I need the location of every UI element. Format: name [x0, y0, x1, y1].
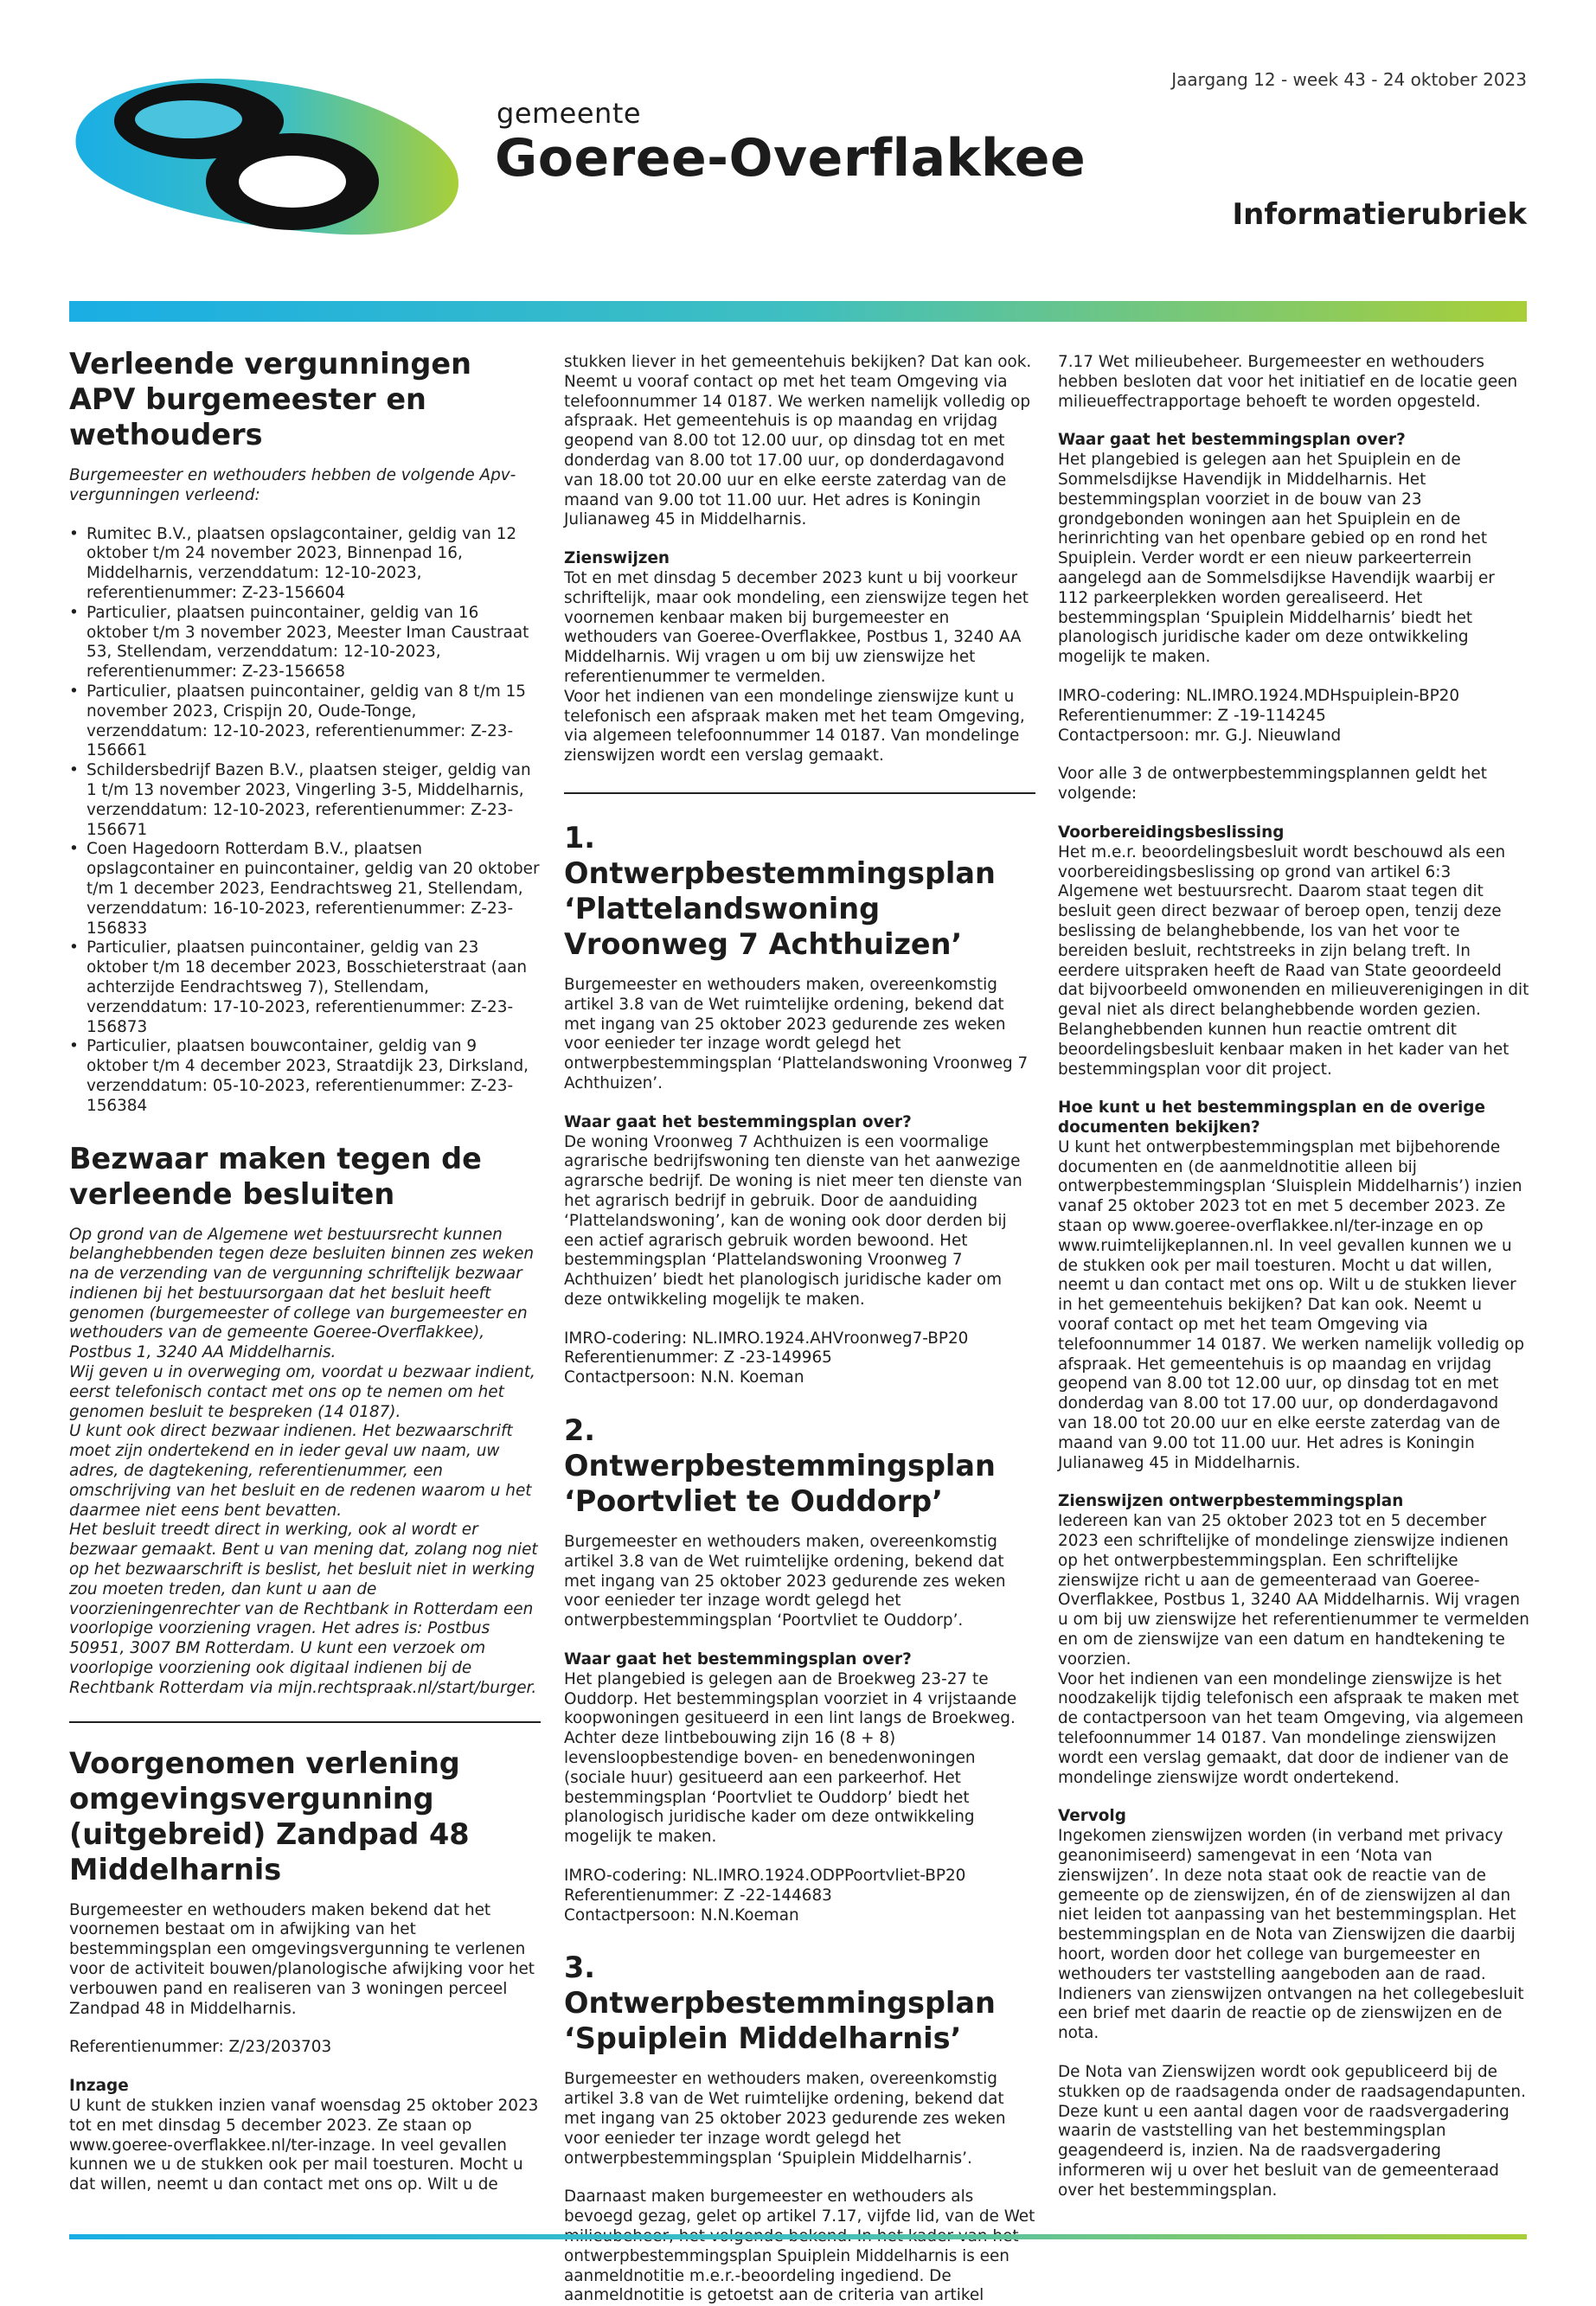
spuiplein-contact: Contactpersoon: mr. G.J. Nieuwland — [1058, 726, 1342, 745]
zienswijzen-p2: Voor het indienen van een mondelinge zienswijze is het noodzakelijk tijdig telefonisch een afspraak te maken met de contactpersoon van het team Omgeving, via algemeen telefoonnummer 14 0187. Van mondelinge zienswijzen wordt een verslag gemaakt, dat door de indiener van de mondelinge zienswijze wordt ondertekend. — [1058, 1669, 1524, 1787]
bezwaar-p4: Het besluit treedt direct in werking, ook al wordt er bezwaar gemaakt. Bent u van mening dat, zolang nog niet op het bezwaarschrift is beslist, het besluit niet in werking zou moeten treden, dan kunt u aan de voorzieningenrechter van de Rechtbank in Rotterdam een voorlopige voorziening vragen. Het adres is: Postbus 50951, 3007 BM Rotterdam. U kunt een verzoek om voorlopige voorziening ook digitaal indienen bij de Rechtbank Rotterdam via mijn.rechtspraak.nl/start/burger. — [69, 1521, 538, 1697]
bezwaar-title: Bezwaar maken tegen de verleende besluiten — [69, 1141, 482, 1211]
vroonweg-q-heading: Waar gaat het bestemmingsplan over? — [564, 1112, 912, 1131]
brand-title: Goeree-Overflakkee — [495, 128, 1086, 189]
footer-color-band — [69, 2234, 1527, 2239]
vroonweg-p1: Burgemeester en wethouders maken, overeenkomstig artikel 3.8 van de Wet ruimtelijke ordening, bekend dat met ingang van 25 oktober 2023 gedurende zes weken voor eenieder ter inzage wordt gelegd het ontwerpbestemmingsplan ‘Plattelandswoning Vroonweg 7 Achthuizen’. — [564, 975, 1029, 1092]
vroonweg-ref: Referentienummer: Z -23-149965 — [564, 1348, 832, 1368]
poortvliet-q-text: Het plangebied is gelegen aan de Broekweg 23-27 te Ouddorp. Het bestemmingsplan voorziet in 4 vrijstaande koopwoningen gesitueerd in een lint langs de Broekweg. Achter deze lintbebouwing zijn 16 (8 + 8) levensloopbestendige boven- en benedenwoningen (sociale huur) gesitueerd aan een parkeerhof. Het bestemmingsplan ‘Poortvliet te Ouddorp’ biedt het planologisch juridische kader om deze ontwikkeling mogelijk te maken. — [564, 1669, 1017, 1847]
zandpad-zienswijzen-heading: Zienswijzen — [564, 549, 670, 568]
list-item: • Rumitec B.V., plaatsen opslagcontainer, geldig van 12 oktober t/m 24 november 2023, Binnenpad 16, Middelharnis, verzenddatum: 12-10-2023, referentienummer: Z-23-156604 — [69, 525, 541, 604]
zandpad-inzage-text: U kunt de stukken inzien vanaf woensdag 25 oktober 2023 tot en met dinsdag 5 december 2023. Ze staan op www.goeree-overflakkee.nl/ter-inzage. In veel gevallen kunnen we u de stukken ook per mail toesturen. Mocht u dat willen, neemt u dan contact met ons op. Wilt u de — [69, 2097, 539, 2194]
column-2 — [564, 353, 1035, 2306]
header-color-band — [69, 301, 1527, 322]
zienswijzen-heading: Zienswijzen ontwerpbestemmingsplan — [1058, 1492, 1404, 1511]
vroonweg-contact: Contactpersoon: N.N. Koeman — [564, 1368, 804, 1387]
zandpad-zienswijzen-p1: Tot en met dinsdag 5 december 2023 kunt u bij voorkeur schriftelijk, maar ook mondeling, een zienswijze tegen het voornemen kenbaar maken bij burgemeester en wethouders van Goeree-Overflakkee, Postbus 1, 3240 AA Middelharnis. Wij vragen u om bij uw zienswijze het referentienummer te vermelden. — [564, 568, 1029, 686]
column-1 — [69, 346, 541, 2195]
list-item: • Coen Hagedoorn Rotterdam B.V., plaatsen opslagcontainer en puincontainer, geldig van 20 oktober t/m 1 december 2023, Eendrachtsweg 21, Stellendam, verzenddatum: 16-10-2023, referentienummer: Z-23-156833 — [69, 840, 541, 938]
zandpad-ref: Referentienummer: Z/23/203703 — [69, 2038, 332, 2057]
list-item: • Schildersbedrijf Bazen B.V., plaatsen steiger, geldig van 1 t/m 13 november 2023, Vingerling 3-5, Middelharnis, verzenddatum: 12-10-2023, referentienummer: Z-23-156671 — [69, 761, 541, 840]
bezwaar-p2: Wij geven u in overweging om, voordat u bezwaar indient, eerst telefonisch contact met ons op te nemen om het genomen besluit te bespreken (14 0187). — [69, 1363, 535, 1421]
spuiplein-q-heading: Waar gaat het bestemmingsplan over? — [1058, 431, 1406, 450]
spuiplein-q-text: Het plangebied is gelegen aan het Spuiplein en de Sommelsdijkse Havendijk in Middelharnis. Het bestemmingsplan voorziet in de bouw van 23 grondgebonden woningen aan het Spuiplein en de herinrichting van het openbare gebied op en rond het Spuiplein. Verder wordt er een nieuw parkeerterrein aangelegd aan de Sommelsdijkse Havendijk waarbij er 112 parkeerplekken worden gerealiseerd. Het bestemmingsplan ‘Spuiplein Middelharnis’ biedt het planologisch juridische kader om deze ontwikkeling mogelijk te maken. — [1058, 451, 1495, 667]
vervolg-heading: Vervolg — [1058, 1807, 1126, 1826]
spuiplein-ref: Referentienummer: Z -19-114245 — [1058, 706, 1326, 725]
vervolg-p1: Ingekomen zienswijzen worden (in verband met privacy geanonimiseerd) samengevat in een ‘Nota van zienswijzen’. In deze nota staat ook de reactie van de gemeente op de zienswijzen, én of de zienswijzen al dan niet leiden tot aanpassing van het bestemmingsplan. Het bestemmingsplan en de Nota van Zienswijzen die daarbij hoort, worden door het college van burgemeester en wethouders ter vaststelling aangeboden aan de raad. Indieners van zienswijzen ontvangen na het collegebesluit een brief met daarin de reactie op de zienswijzen en de nota. — [1058, 1827, 1524, 2043]
voorbereiding-heading: Voorbereidingsbeslissing — [1058, 823, 1285, 842]
vroonweg-imro: IMRO-codering: NL.IMRO.1924.AHVroonweg7-BP20 — [564, 1329, 969, 1348]
voorbereiding-text: Het m.e.r. beoordelingsbesluit wordt beschouwd als een voorbereidingsbeslissing op grond van artikel 6:3 Algemene wet bestuursrecht. Daarom staat tegen dit besluit geen direct bezwaar of beroep open, tenzij deze beslissing de belanghebbende, los van het voor te bereiden besluit, rechtstreeks in zijn belang treft. In eerdere uitspraken heeft de Raad van State geoordeeld dat bijvoorbeeld omwonenden en milieuverenigingen in dit geval niet als direct belanghebbende worden gezien. Belanghebbenden kunnen hun reactie omtrent dit beoordelingsbesluit kenbaar maken in het kader van het bestemmingsplan voor dit project. — [1058, 842, 1529, 1079]
spuiplein-p1: Burgemeester en wethouders maken, overeenkomstig artikel 3.8 van de Wet ruimtelijke ordening, bekend dat met ingang van 25 oktober 2023 gedurende zes weken voor eenieder ter inzage wordt gelegd het ontwerpbestemmingsplan ‘Spuiplein Middelharnis’. — [564, 2070, 1006, 2168]
gemeente-logo — [69, 67, 467, 249]
zienswijzen-p1: Iedereen kan van 25 oktober 2023 tot en 5 december 2023 een schriftelijke of mondelinge zienswijze indienen op het ontwerpbestemmingsplan. Een schriftelijke zienswijze richt u aan de gemeenteraad van Goeree-Overflakkee, Postbus 1, 3240 AA Middelharnis. Wij vragen u om bij uw zienswijze het referentienummer te vermelden en om de zienswijze van een datum en handtekening te voorzien. — [1058, 1512, 1529, 1669]
spuiplein-title: 3. Ontwerpbestemmingsplan ‘Spuiplein Middelharnis’ — [564, 1950, 996, 2056]
bezwaar-p1: Op grond van de Algemene wet bestuursrecht kunnen belanghebbenden tegen deze besluiten binnen zes weken na de verzending van de vergunning schriftelijk bezwaar indienen bij het bestuursorgaan dat het besluit heeft genomen (burgemeester of college van burgemeester en wethouders van de gemeente Goeree-Overflakkee), Postbus 1, 3240 AA Middelharnis. — [69, 1225, 535, 1362]
bekijken-text: U kunt het ontwerpbestemmingsplan met bijbehorende documenten en (de aanmeldnotitie alleen bij ontwerpbestemmingsplan ‘Sluisplein Middelharnis’) inzien vanaf 25 oktober 2023 tot en met 5 december 2023. Ze staan op www.goeree-overflakkee.nl/ter-inzage en op www.ruimtelijkeplannen.nl. In veel gevallen kunnen we u de stukken ook per mail toesturen. Mocht u dat willen, neemt u dan contact met ons op. Wilt u de stukken liever in het gemeentehuis bekijken? Dat kan ook. Neemt u vooraf contact op met het team Omgeving via telefoonnummer 14 0187. We werken namelijk volledig op afspraak. Het gemeentehuis is op maandag en vrijdag geopend van 8.00 tot 12.00 uur, op dinsdag tot en met donderdag van 8.00 tot 17.00 uur, op donderdagavond van 18.00 tot 20.00 uur en elke eerste zaterdag van de maand van 9.00 tot 11.00 uur. Het adres is Koningin Julianaweg 45 in Middelharnis. — [1058, 1137, 1525, 1472]
divider — [69, 1721, 541, 1723]
divider — [564, 792, 1035, 794]
apv-title: Verleende vergunningen APV burgemeester en wethouders — [69, 347, 471, 452]
spuiplein-p2-continued: 7.17 Wet milieubeheer. Burgemeester en wethouders hebben besloten dat voor het initiatief en de locatie geen milieueffectrapportage behoeft te worden opgesteld. — [1058, 353, 1518, 411]
vroonweg-title: 1. Ontwerpbestemmingsplan ‘Plattelandswoning Vroonweg 7 Achthuizen’ — [564, 820, 996, 961]
poortvliet-ref: Referentienummer: Z -22-144683 — [564, 1886, 832, 1905]
poortvliet-p1: Burgemeester en wethouders maken, overeenkomstig artikel 3.8 van de Wet ruimtelijke ordening, bekend dat met ingang van 25 oktober 2023 gedurende zes weken voor eenieder ter inzage wordt gelegd het ontwerpbestemmingsplan ‘Poortvliet te Ouddorp’. — [564, 1533, 1006, 1630]
list-item: • Particulier, plaatsen puincontainer, geldig van 23 oktober t/m 18 december 2023, Bosschieterstraat (aan achterzijde Eendrachtsweg 7), Stellendam, verzenddatum: 17-10-2023, referentienummer: Z-23-156873 — [69, 938, 541, 1037]
zandpad-p1: Burgemeester en wethouders maken bekend dat het voornemen bestaat om in afwijking van het bestemmingsplan een omgevingsvergunning te verlenen voor de activiteit bouwen/planologische afwijking voor het verbouwen pand en realiseren van 3 woningen perceel Zandpad 48 in Middelharnis. — [69, 1900, 535, 2018]
poortvliet-contact: Contactpersoon: N.N.Koeman — [564, 1906, 799, 1925]
zandpad-inzage-heading: Inzage — [69, 2077, 129, 2096]
poortvliet-imro: IMRO-codering: NL.IMRO.1924.ODPPoortvliet-BP20 — [564, 1867, 966, 1886]
zandpad-inzage-text-continued: stukken liever in het gemeentehuis bekijken? Dat kan ook. Neemt u vooraf contact op met het team Omgeving via telefoonnummer 14 0187. We werken namelijk volledig op afspraak. Het gemeentehuis is op maandag en vrijdag geopend van 8.00 tot 12.00 uur, op dinsdag tot en met donderdag van 8.00 tot 17.00 uur, op donderdagavond van 18.00 tot 20.00 uur en elke eerste zaterdag van de maand van 9.00 tot 11.00 uur. Het adres is Koningin Julianaweg 45 in Middelharnis. — [564, 353, 1032, 529]
brand-gemeente: gemeente — [497, 97, 642, 130]
spuiplein-imro: IMRO-codering: NL.IMRO.1924.MDHspuiplein-BP20 — [1058, 686, 1460, 705]
poortvliet-q-heading: Waar gaat het bestemmingsplan over? — [564, 1650, 912, 1669]
zandpad-title: Voorgenomen verlening omgevingsvergunning (uitgebreid) Zandpad 48 Middelharnis — [69, 1746, 470, 1886]
column-3 — [1058, 353, 1529, 2201]
zandpad-zienswijzen-p2: Voor het indienen van een mondelinge zienswijze kunt u telefonisch een afspraak maken met het team Omgeving, via algemeen telefoonnummer 14 0187. Van mondelinge zienswijzen wordt een verslag gemaakt. — [564, 687, 1025, 765]
vervolg-p2: De Nota van Zienswijzen wordt ook gepubliceerd bij de stukken op de raadsagenda onder de raadsagendapunten. Deze kunt u een aantal dagen voor de raadsvergadering waarin de vaststelling van het bestemmingsplan geagendeerd is, inzien. Na de raadsvergadering informeren wij u over het besluit van de gemeenteraad over het bestemmingsplan. — [1058, 2062, 1526, 2200]
edition-info: Jaargang 12 - week 43 - 24 oktober 2023 — [1171, 69, 1527, 90]
bezwaar-p3: U kunt ook direct bezwaar indienen. Het bezwaarschrift moet zijn ondertekend en in ieder geval uw naam, uw adres, de dagtekening, referentienummer, een omschrijving van het besluit en de redenen waarom u het daarmee niet eens bent bevatten. — [69, 1422, 532, 1520]
list-item: • Particulier, plaatsen puincontainer, geldig van 8 t/m 15 november 2023, Crispijn 20, Oude-Tonge, verzenddatum: 12-10-2023, referentienummer: Z-23-156661 — [69, 682, 541, 761]
vroonweg-q-text: De woning Vroonweg 7 Achthuizen is een voormalige agrarische bedrijfswoning ten dienste van het aanwezige agrarsche bedrijf. De woning is niet meer ten dienste van het agrarisch bedrijf in gebruik. Door de aanduiding ‘Plattelandswoning’, kan de woning ook door derden bij een actief agrarisch gebruik worden bewoond. Het bestemmingsplan ‘Plattelandswoning Vroonweg 7 Achthuizen’ biedt het planologisch juridische kader om deze ontwikkeling mogelijk te maken. — [564, 1132, 1022, 1309]
section-label: Informatierubriek — [1232, 197, 1527, 232]
spuiplein-p2: Daarnaast maken burgemeester en wethouders als bevoegd gezag, gelet op artikel 7.17, vijfde lid, van de Wet ontwerpbestemmingsplan Spuiplein Middelharnis is een aanmeldnotitie m.e.r.-beoordeling ingediend. De aanmeldnotitie is getoetst aan de criteria van artikel — [564, 2187, 1035, 2305]
alle3-intro: Voor alle 3 de ontwerpbestemmingsplannen geldt het volgende: — [1058, 765, 1487, 804]
poortvliet-title: 2. Ontwerpbestemmingsplan ‘Poortvliet te Ouddorp’ — [564, 1413, 996, 1519]
list-item: • Particulier, plaatsen bouwcontainer, geldig van 9 oktober t/m 4 december 2023, Straatdijk 23, Dirksland, verzenddatum: 05-10-2023, referentienummer: Z-23-156384 — [69, 1037, 541, 1116]
list-item: • Particulier, plaatsen puincontainer, geldig van 16 oktober t/m 3 november 2023, Meester Iman Caustraat 53, Stellendam, verzenddatum: 12-10-2023, referentienummer: Z-23-156658 — [69, 604, 541, 682]
bekijken-heading: Hoe kunt u het bestemmingsplan en de overige documenten bekijken? — [1058, 1099, 1485, 1137]
apv-intro: Burgemeester en wethouders hebben de volgende Apv-vergunningen verleend: — [69, 466, 516, 504]
apv-list — [69, 525, 541, 1117]
